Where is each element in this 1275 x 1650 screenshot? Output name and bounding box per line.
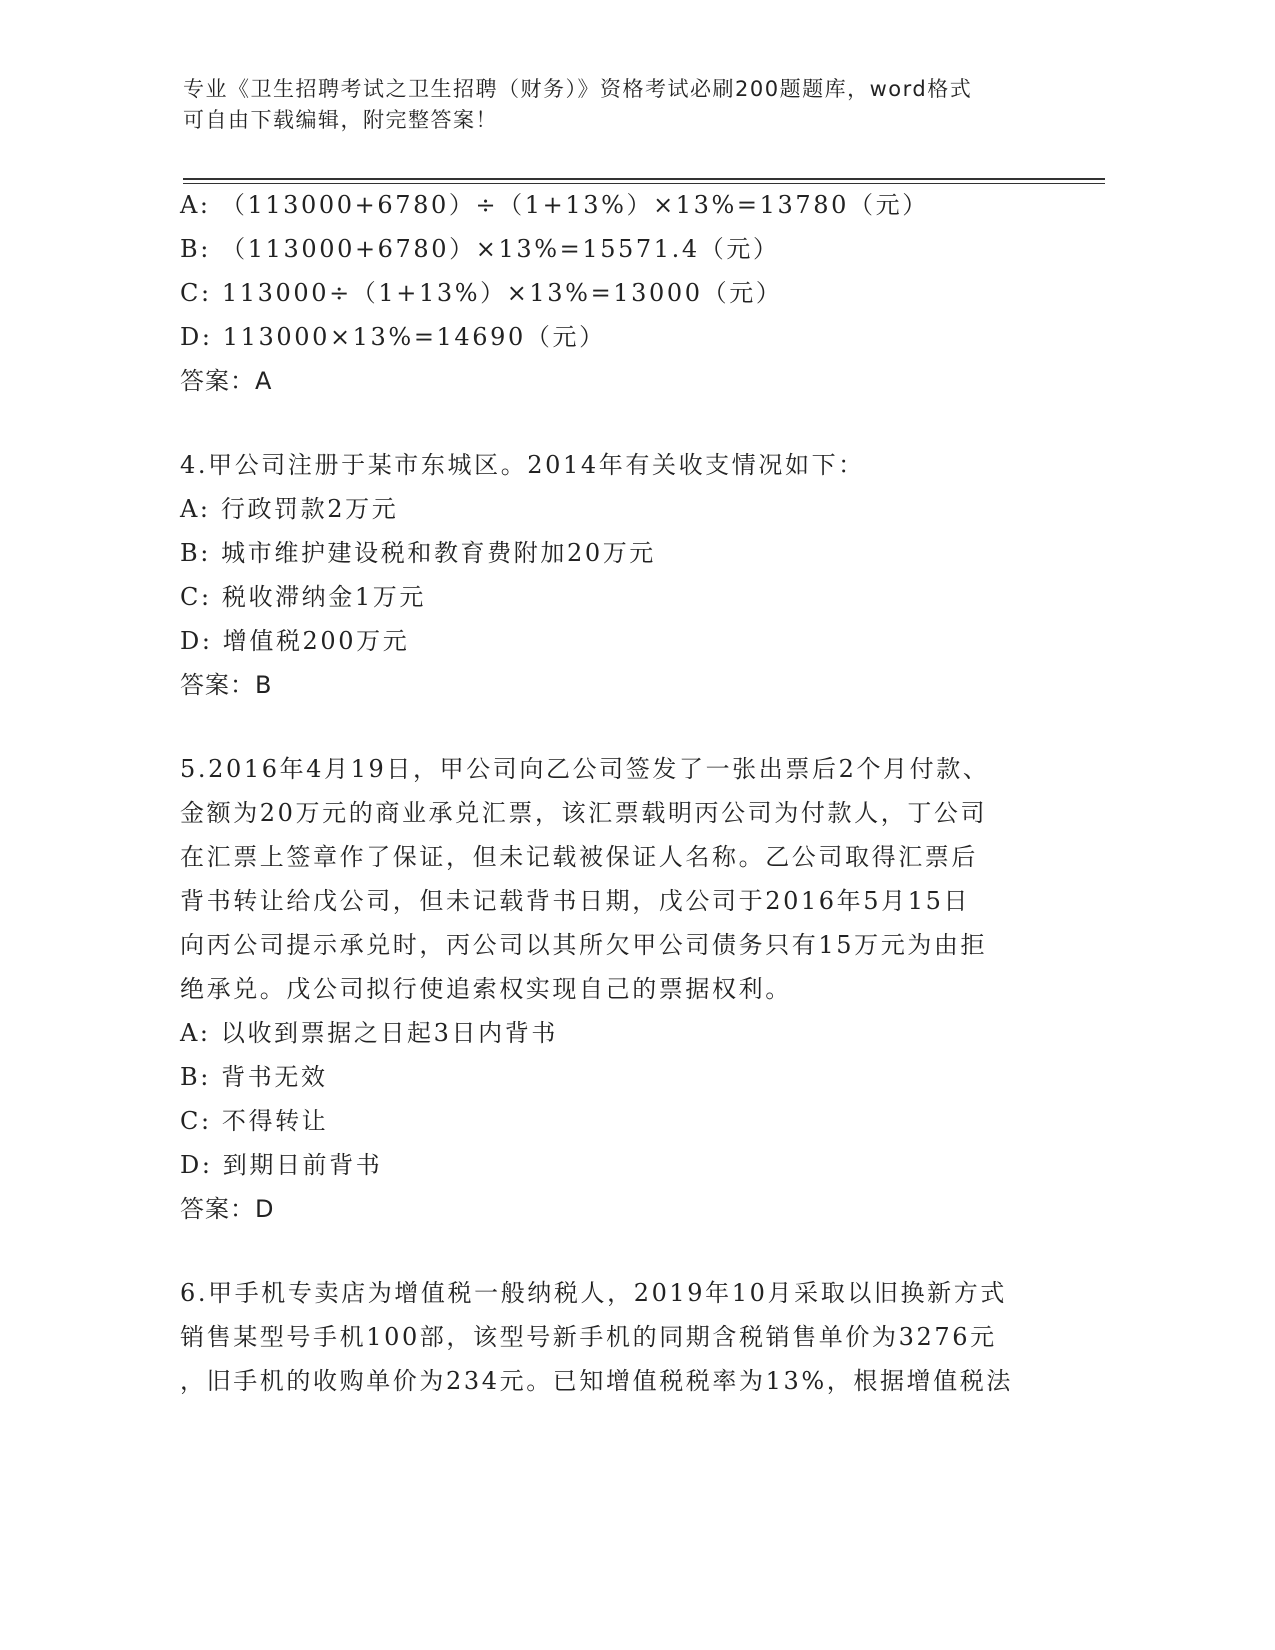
option-a: A: （113000+6780）÷（1+13%）×13%=13780（元） — [180, 191, 929, 219]
question-block — [180, 183, 1050, 403]
question-title: 6.甲手机专卖店为增值税一般纳税人，2019年10月采取以旧换新方式 — [180, 1279, 1007, 1307]
option-d: D: 113000×13%=14690（元） — [180, 323, 606, 351]
question-title: 金额为20万元的商业承兑汇票，该汇票载明丙公司为付款人，丁公司 — [180, 799, 988, 827]
option-a: A: 行政罚款2万元 — [180, 495, 399, 523]
question-block — [180, 1271, 1050, 1403]
question-title: 在汇票上签章作了保证，但未记载被保证人名称。乙公司取得汇票后 — [180, 843, 978, 871]
option-c: C: 税收滞纳金1万元 — [180, 583, 426, 611]
question-title: 向丙公司提示承兑时，丙公司以其所欠甲公司债务只有15万元为由拒 — [180, 931, 988, 959]
answer-line: 答案：B — [180, 671, 273, 699]
question-block — [180, 747, 1050, 1231]
option-a: A: 以收到票据之日起3日内背书 — [180, 1019, 558, 1047]
header-line-1: 专业《卫生招聘考试之卫生招聘（财务）》资格考试必刷200题题库，word格式 — [183, 77, 973, 101]
answer-line: 答案：D — [180, 1195, 275, 1223]
option-b: B: 背书无效 — [180, 1063, 328, 1091]
option-d: D: 增值税200万元 — [180, 627, 410, 655]
question-title: ，旧手机的收购单价为234元。已知增值税税率为13%，根据增值税法 — [180, 1367, 1013, 1395]
option-d: D: 到期日前背书 — [180, 1151, 383, 1179]
option-b: B: 城市维护建设税和教育费附加20万元 — [180, 539, 656, 567]
option-c: C: 113000÷（1+13%）×13%=13000（元） — [180, 279, 783, 307]
question-title: 5.2016年4月19日，甲公司向乙公司签发了一张出票后2个月付款、 — [180, 755, 990, 783]
header-divider-thick — [183, 178, 1105, 180]
question-title: 绝承兑。戊公司拟行使追索权实现自己的票据权利。 — [180, 975, 792, 1003]
question-block — [180, 443, 1050, 707]
question-title: 4.甲公司注册于某市东城区。2014年有关收支情况如下： — [180, 451, 865, 479]
answer-line: 答案：A — [180, 367, 273, 395]
option-c: C: 不得转让 — [180, 1107, 329, 1135]
option-b: B: （113000+6780）×13%=15571.4（元） — [180, 235, 780, 263]
document-header — [183, 74, 1063, 136]
header-line-2: 可自由下载编辑，附完整答案！ — [183, 108, 498, 132]
question-title: 销售某型号手机100部，该型号新手机的同期含税销售单价为3276元 — [180, 1323, 997, 1351]
question-list — [180, 183, 1050, 1403]
question-title: 背书转让给戊公司，但未记载背书日期，戊公司于2016年5月15日 — [180, 887, 971, 915]
